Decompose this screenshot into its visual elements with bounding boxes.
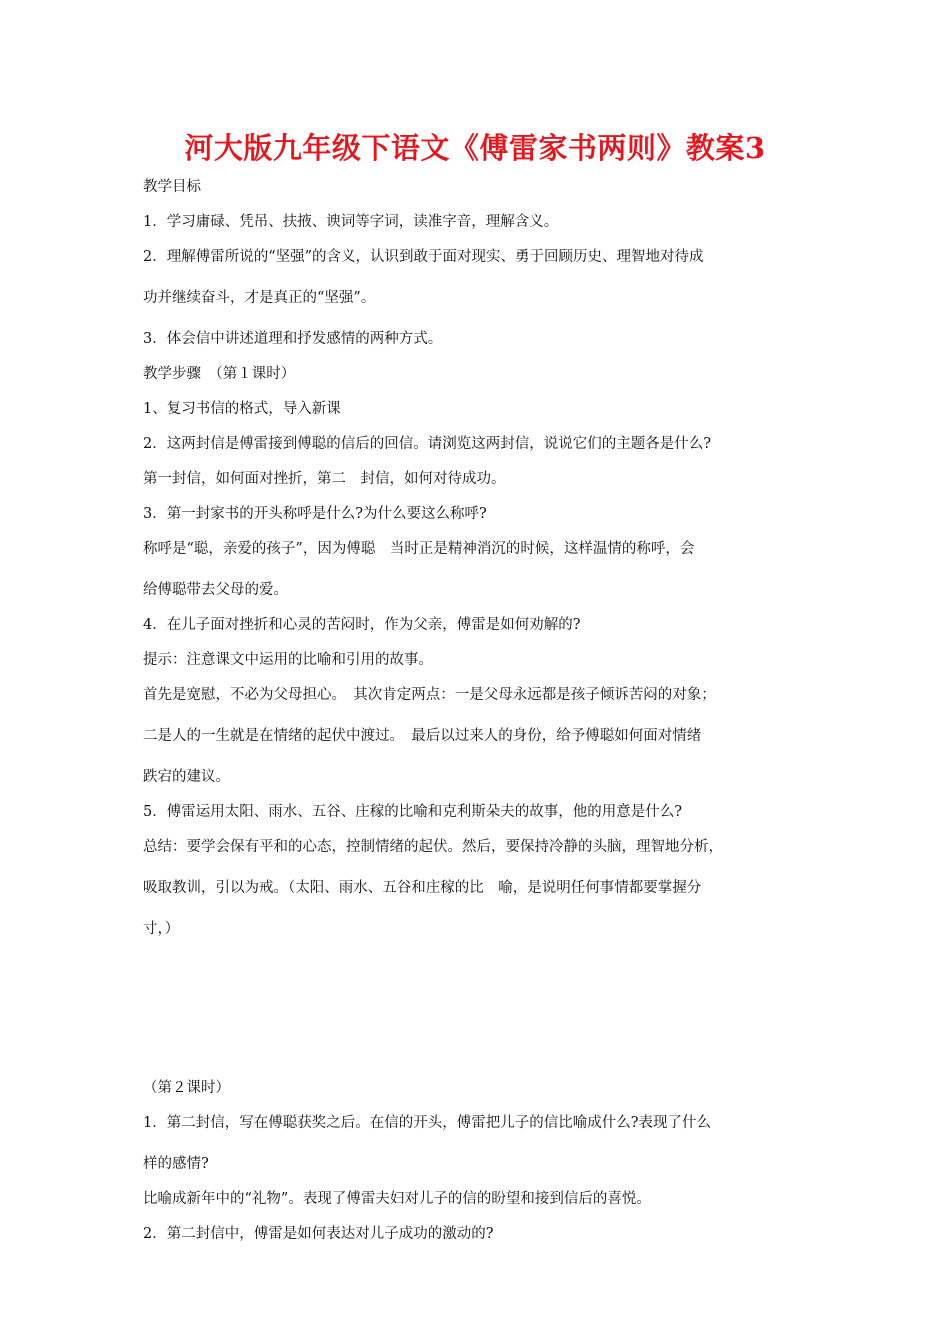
step-5-summary-line-1: 总结：要学会保有平和的心态，控制情绪的起伏。然后，要保持冷静的头脑，理智地分析， <box>143 839 723 855</box>
lesson-2-q1-answer: 比喻成新年中的“礼物”。表现了傅雷夫妇对儿子的信的盼望和接到信后的喜悦。 <box>143 1191 651 1207</box>
objective-1: 1．学习庸碌、凭吊、扶掖、谀词等字词，读准字音，理解含义。 <box>143 214 559 230</box>
step-4-question: 4．在儿子面对挫折和心灵的苦闷时，作为父亲，傅雷是如何劝解的? <box>143 617 581 633</box>
objective-3: 3．体会信中讲述道理和抒发感情的两种方式。 <box>143 331 443 347</box>
step-4-answer-line-3: 跌宕的建议。 <box>143 769 230 785</box>
step-4-hint: 提示：注意课文中运用的比喻和引用的故事。 <box>143 652 433 668</box>
step-3-question: 3．第一封家书的开头称呼是什么?为什么要这么称呼? <box>143 506 487 522</box>
step-4-answer-line-1: 首先是宽慰，不必为父母担心。 其次肯定两点：一是父母永远都是孩子倾诉苦闷的对象； <box>143 687 716 703</box>
step-2-answer: 第一封信，如何面对挫折，第二 封信，如何对待成功。 <box>143 471 506 487</box>
step-3-answer-line-1: 称呼是“聪，亲爱的孩子”，因为傅聪 当时正是精神消沉的时候，这样温情的称呼，会 <box>143 541 695 557</box>
step-5-summary-line-3: 寸，） <box>143 921 180 937</box>
step-5-question: 5．傅雷运用太阳、雨水、五谷、庄稼的比喻和克利斯朵夫的故事，他的用意是什么? <box>143 804 682 820</box>
lesson-2-q2: 2．第二封信中，傅雷是如何表达对儿子成功的激动的? <box>143 1226 494 1242</box>
document-title: 河大版九年级下语文《傅雷家书两则》教案3 <box>184 131 766 165</box>
document-body <box>143 178 823 1243</box>
step-4-answer-line-2: 二是人的一生就是在情绪的起伏中渡过。 最后以过来人的身份，给予傅聪如何面对情绪 <box>143 728 702 744</box>
lesson-2-q1-line-1: 1．第二封信，写在傅聪获奖之后。在信的开头，傅雷把儿子的信比喻成什么?表现了什么 <box>143 1115 711 1131</box>
lesson-2-q1-line-2: 样的感情? <box>143 1156 209 1172</box>
objective-2-line-1: 2．理解傅雷所说的“坚强”的含义，认识到敢于面对现实、勇于回顾历史、理智地对待成 <box>143 249 704 265</box>
section-heading-lesson-2: （第２课时） <box>143 1080 230 1096</box>
step-2-question: 2．这两封信是傅雷接到傅聪的信后的回信。请浏览这两封信，说说它们的主题各是什么? <box>143 436 711 452</box>
step-5-summary-line-2: 吸取教训，引以为戒。（太阳、雨水、五谷和庄稼的比 喻，是说明任何事情都要掌握分 <box>143 880 702 896</box>
objective-2-line-2: 功并继续奋斗，才是真正的“坚强”。 <box>143 290 376 306</box>
step-1: 1、复习书信的格式，导入新课 <box>143 401 341 417</box>
step-3-answer-line-2: 给傅聪带去父母的爱。 <box>143 582 288 598</box>
section-heading-steps: 教学步骤 （第１课时） <box>143 366 296 382</box>
section-heading-objectives: 教学目标 <box>143 179 201 195</box>
